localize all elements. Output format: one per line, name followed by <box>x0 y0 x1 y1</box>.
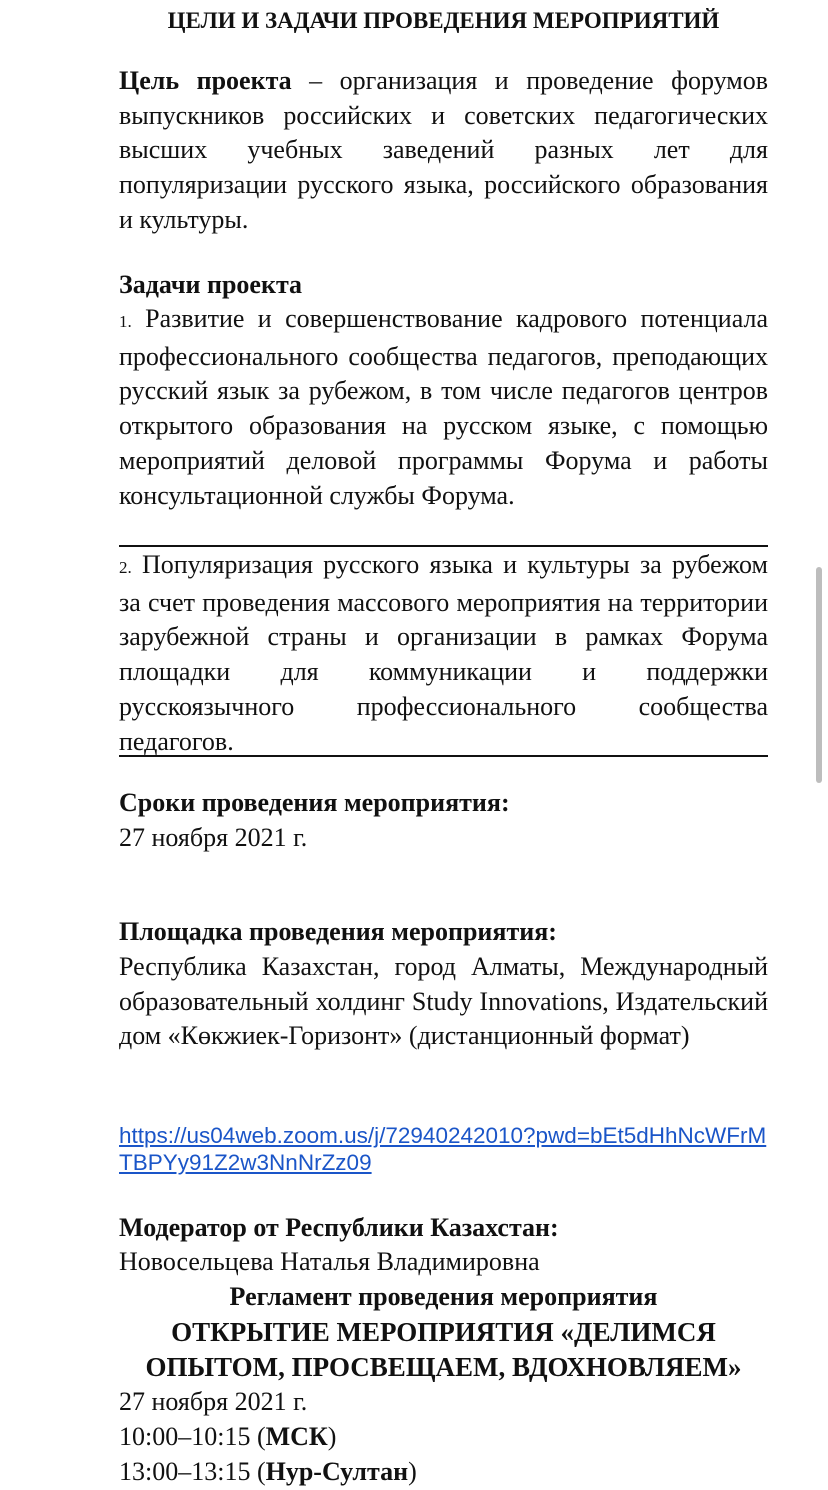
goal-text: – организация и проведение форумов выпускников российских и советских педагогических высших учебных заведений разных лет для популяризации русского языка, российского образования и культуры. <box>119 66 768 234</box>
tasks-label: Задачи проекта <box>119 270 303 299</box>
task-item-2 <box>119 548 768 759</box>
goal-paragraph <box>119 64 768 238</box>
dates-label: Сроки проведения мероприятия: <box>119 788 510 817</box>
divider <box>119 545 768 547</box>
goal-label: Цель проекта <box>119 66 292 95</box>
venue-text: Республика Казахстан, город Алматы, Международный образовательный холдинг Study Innovations, Издательский дом «Көкжиек-Горизонт» (дистанционный формат) <box>119 952 768 1051</box>
timezone-label: Нур-Султан <box>265 1457 409 1486</box>
opening-title: ОТКРЫТИЕ МЕРОПРИЯТИЯ «ДЕЛИМСЯ ОПЫТОМ, ПРОСВЕЩАЕМ, ВДОХНОВЛЯЕМ» <box>145 1317 742 1382</box>
task-number: 2. <box>119 558 132 577</box>
section-heading: ЦЕЛИ И ЗАДАЧИ ПРОВЕДЕНИЯ МЕРОПРИЯТИЙ <box>167 8 720 33</box>
zoom-link[interactable]: https://us04web.zoom.us/j/72940242010?pwd=bEt5dHhNcWFrMTBPYy91Z2w3NnNrZz09 <box>119 1123 767 1175</box>
task-item-1 <box>119 302 768 513</box>
venue-label: Площадка проведения мероприятия: <box>119 917 557 946</box>
timezone-label: МСК <box>265 1422 328 1451</box>
time-slot-msk: 10:00–10:15 (МСК) <box>119 1422 337 1451</box>
time-slot-nur-sultan: 13:00–13:15 (Нур-Султан) <box>119 1457 417 1486</box>
regulation-title: Регламент проведения мероприятия <box>229 1282 658 1311</box>
regulation-date: 27 ноября 2021 г. <box>119 1387 308 1416</box>
divider <box>119 755 768 757</box>
task-text: Популяризация русского языка и культуры за рубежом за счет проведения массового мероприятия на территории зарубежной страны и организации в рамках Форума площадки для коммуникации и поддержки русскоязычного профессионального сообщества педагогов. <box>119 550 768 756</box>
moderator-name: Новосельцева Наталья Владимировна <box>119 1247 540 1276</box>
task-number: 1. <box>119 312 132 331</box>
dates-value: 27 ноября 2021 г. <box>119 823 308 852</box>
task-text: Развитие и совершенствование кадрового потенциала профессионального сообщества педагогов, преподающих русский язык за рубежом, в том числе педагогов центров открытого образования на русском языке, с помощью мероприятий деловой программы Форума и работы консультационной службы Форума. <box>119 304 768 510</box>
moderator-label: Модератор от Республики Казахстан: <box>119 1213 559 1242</box>
vertical-scrollbar[interactable] <box>816 567 822 783</box>
